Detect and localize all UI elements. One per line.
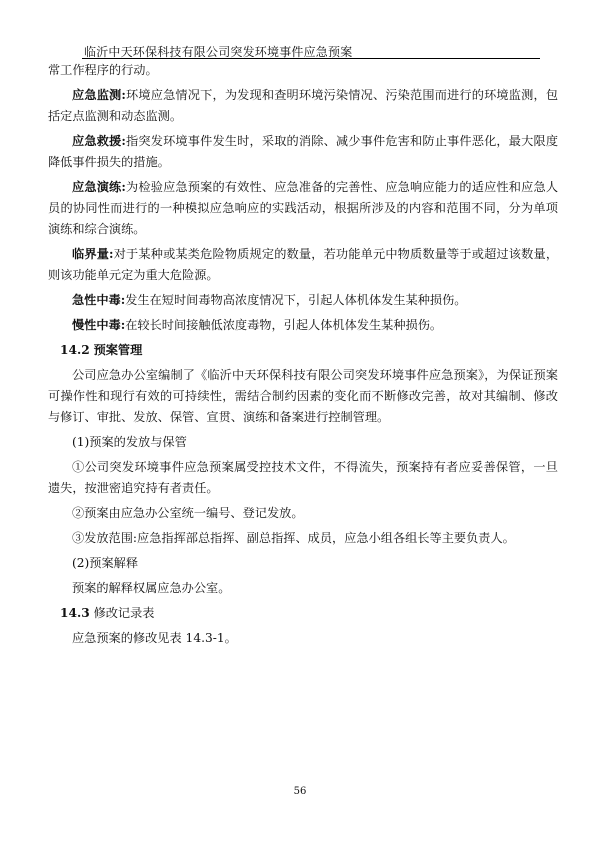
section-14-2-intro: 公司应急办公室编制了《临沂中天环保科技有限公司突发环境事件应急预案》，为保证预案可操作性和现行有效的可持续性，需结合制约因素的变化而不断修改完善，故对其编制、修改与修订、审批、发放、保管、宣贯、演练和备案进行控制管理。 xyxy=(48,368,558,424)
definition-term: 应急演练: xyxy=(72,180,126,194)
definition-text: 指突发环境事件发生时，采取的消除、减少事件危害和防止事件恶化，最大限度降低事件损失的措施。 xyxy=(48,134,559,169)
section-title: 预案管理 xyxy=(93,343,143,357)
definition-term: 临界量: xyxy=(72,247,114,261)
continuation-text: 常工作程序的行动。 xyxy=(48,63,158,77)
definition-acute-poisoning xyxy=(48,290,558,311)
section-14-3-heading xyxy=(48,603,558,624)
page-body xyxy=(48,60,558,649)
definition-text: 为检验应急预案的有效性、应急准备的完善性、应急响应能力的适应性和应急人员的协同性而进行的一种模拟应急响应的实践活动，根据所涉及的内容和范围不同，分为单项演练和综合演练。 xyxy=(48,180,559,236)
section-title: 修改记录表 xyxy=(93,606,155,620)
section-14-2-heading xyxy=(48,340,558,361)
list-item-distribution-scope: ③发放范围:应急指挥部总指挥、副总指挥、成员，应急小组各组长等主要负责人。 xyxy=(72,531,515,545)
list-item-numbering: ②预案由应急办公室统一编号、登记发放。 xyxy=(72,506,304,520)
page-header-title: 临沂中天环保科技有限公司突发环境事件应急预案 xyxy=(84,45,353,59)
section-14-3-text: 应急预案的修改见表 14.3-1。 xyxy=(72,631,237,645)
definition-emergency-monitoring xyxy=(48,85,558,127)
definition-threshold-quantity xyxy=(48,244,558,286)
list-item-controlled-document: ①公司突发环境事件应急预案属受控技术文件，不得流失，预案持有者应妥善保管，一旦遗失，按泄密追究持有者责任。 xyxy=(48,460,558,495)
definition-text: 发生在短时间毒物高浓度情况下，引起人体机体发生某种损伤。 xyxy=(125,293,467,307)
definition-emergency-drill xyxy=(48,177,558,240)
definition-chronic-poisoning xyxy=(48,315,558,336)
subsection-interpretation-heading: (2)预案解释 xyxy=(72,556,139,570)
definition-text: 环境应急情况下，为发现和查明环境污染情况、污染范围而进行的环境监测，包括定点监测和动态监测。 xyxy=(48,88,559,123)
section-number: 14.2 xyxy=(60,343,90,357)
definition-text: 在较长时间接触低浓度毒物，引起人体机体发生某种损伤。 xyxy=(125,318,443,332)
definition-text: 对于某种或某类危险物质规定的数量，若功能单元中物质数量等于或超过该数量，则该功能单元定为重大危险源。 xyxy=(48,247,559,282)
header-rule xyxy=(82,58,540,59)
definition-emergency-rescue xyxy=(48,131,558,173)
definition-term: 急性中毒: xyxy=(72,293,126,307)
interpretation-text: 预案的解释权属应急办公室。 xyxy=(72,581,231,595)
page-number: 56 xyxy=(293,786,307,797)
definition-term: 慢性中毒: xyxy=(72,318,126,332)
section-number: 14.3 xyxy=(60,606,90,620)
definition-term: 应急救援: xyxy=(72,134,126,148)
subsection-distribution-heading: (1)预案的发放与保管 xyxy=(72,435,187,449)
definition-term: 应急监测: xyxy=(72,88,126,102)
